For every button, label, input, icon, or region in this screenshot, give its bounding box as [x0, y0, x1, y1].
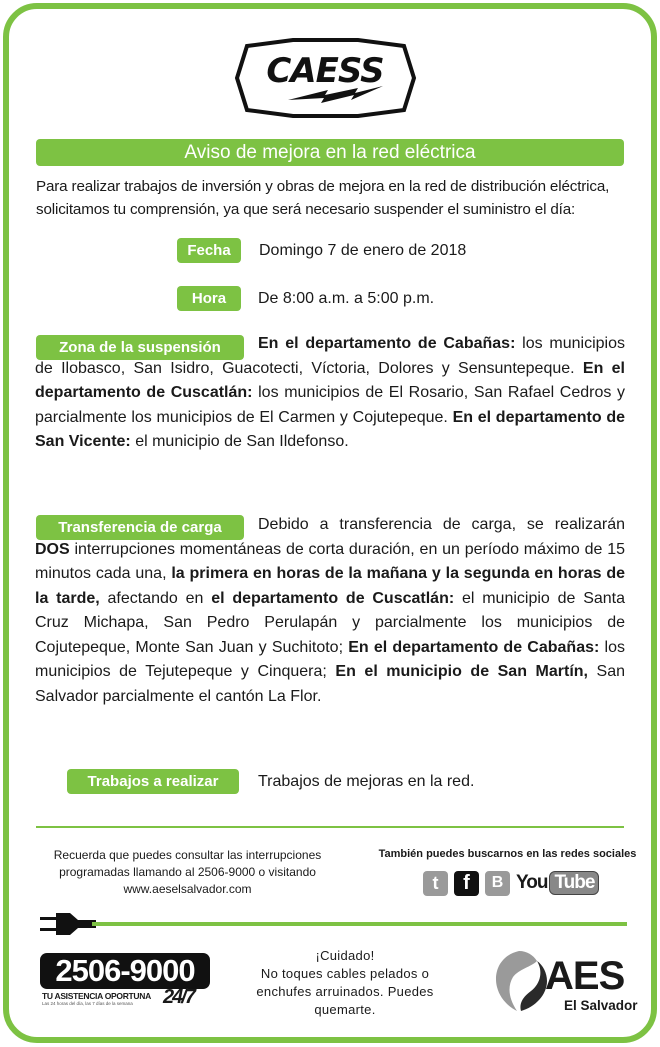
youtube-tube: Tube [549, 871, 599, 895]
work-value: Trabajos de mejoras en la red. [258, 773, 475, 790]
social-links [423, 869, 599, 897]
emphasis-text: En el departamento de Cabañas: [348, 638, 600, 656]
aes-logo-subtitle: El Salvador [564, 998, 638, 1013]
emphasis-text: En el departamento de Cabañas: [258, 335, 516, 352]
body-text: Debido a transferencia de carga, se realizarán [258, 516, 625, 533]
phone-small-print: Las 24 horas del día, las 7 días de la semana [42, 1001, 133, 1006]
emphasis-text: En el departamento de Cuscatlán: [35, 359, 625, 401]
body-text: los municipios de Tejutepeque y Cinquera; [35, 638, 625, 680]
safety-warning [240, 947, 450, 1019]
plug-icon [40, 911, 96, 937]
body-text: San Salvador parcialmente el cantón La Flor. [35, 663, 626, 705]
emphasis-text: DOS [35, 540, 70, 558]
emphasis-text: el departamento de Cuscatlán: [211, 589, 455, 607]
date-label: Fecha [177, 238, 241, 263]
cable-line [92, 922, 627, 926]
aes-logo-text: AES [545, 954, 625, 998]
zone-label: Zona de la suspensión [36, 335, 244, 360]
body-text: el municipio de San Ildefonso. [130, 433, 349, 450]
phone-tagline: TU ASISTENCIA OPORTUNA [42, 991, 151, 1001]
emphasis-text: En el municipio de San Martín, [335, 663, 588, 680]
facebook-icon[interactable]: f [454, 871, 479, 896]
warning-line: quemarte. [314, 1002, 376, 1017]
transfer-label: Transferencia de carga [36, 515, 244, 540]
twitter-icon[interactable]: t [423, 871, 448, 896]
page-title: Aviso de mejora en la red eléctrica [36, 139, 624, 166]
phone-247: 24/7 [163, 986, 194, 1008]
body-text: los municipios de El Rosario, San Rafael Cedros y parcialmente los municipios de El Carmen y Cojutepeque. [35, 384, 625, 426]
work-label: Trabajos a realizar [67, 769, 239, 794]
caess-logo-text: CAESS [266, 51, 384, 91]
social-title: También puedes buscarnos en las redes sociales [378, 848, 637, 860]
phone-number: 2506-9000 [40, 953, 210, 989]
body-text: interrupciones momentáneas de corta duración, en un período máximo de 15 minutos cada una, [35, 540, 625, 582]
date-value: Domingo 7 de enero de 2018 [259, 242, 467, 259]
warning-line: No toques cables pelados o [260, 966, 430, 981]
divider [36, 826, 624, 828]
youtube-icon[interactable] [516, 871, 599, 895]
consult-text: Recuerda que puedes consultar las interrupciones programadas llamando al 2506-9000 o visitando www.aeselsalvador.com [53, 848, 322, 896]
transfer-description [35, 513, 625, 709]
emphasis-text: En el departamento de San Vicente: [35, 408, 625, 450]
intro-text: Para realizar trabajos de inversión y obras de mejora en la red de distribución eléctrica, solicitamos tu comprensión, ya que será necesario suspender el suministro el día: [36, 178, 610, 218]
body-text: el municipio de Santa Cruz Michapa, San Pedro Perulapán y parcialmente los municipios de Cojutepeque, Monte San Juan y Suchitoto; [35, 589, 626, 656]
blogger-icon[interactable]: B [485, 871, 510, 896]
caess-logo [233, 38, 418, 118]
warning-line: enchufes arruinados. Puedes [256, 984, 434, 999]
warning-line: ¡Cuidado! [315, 948, 375, 963]
emphasis-text: la primera en horas de la mañana y la segunda en horas de la tarde, [35, 565, 625, 607]
zone-description [35, 332, 625, 455]
body-text: los municipios de Ilobasco, San Isidro, Guacotecti, Víctoria, Dolores y Sensuntepeque. [35, 335, 626, 377]
youtube-you: You [516, 872, 548, 893]
body-text: afectando en [99, 589, 212, 607]
time-label: Hora [177, 286, 241, 311]
time-value: De 8:00 a.m. a 5:00 p.m. [258, 290, 435, 307]
